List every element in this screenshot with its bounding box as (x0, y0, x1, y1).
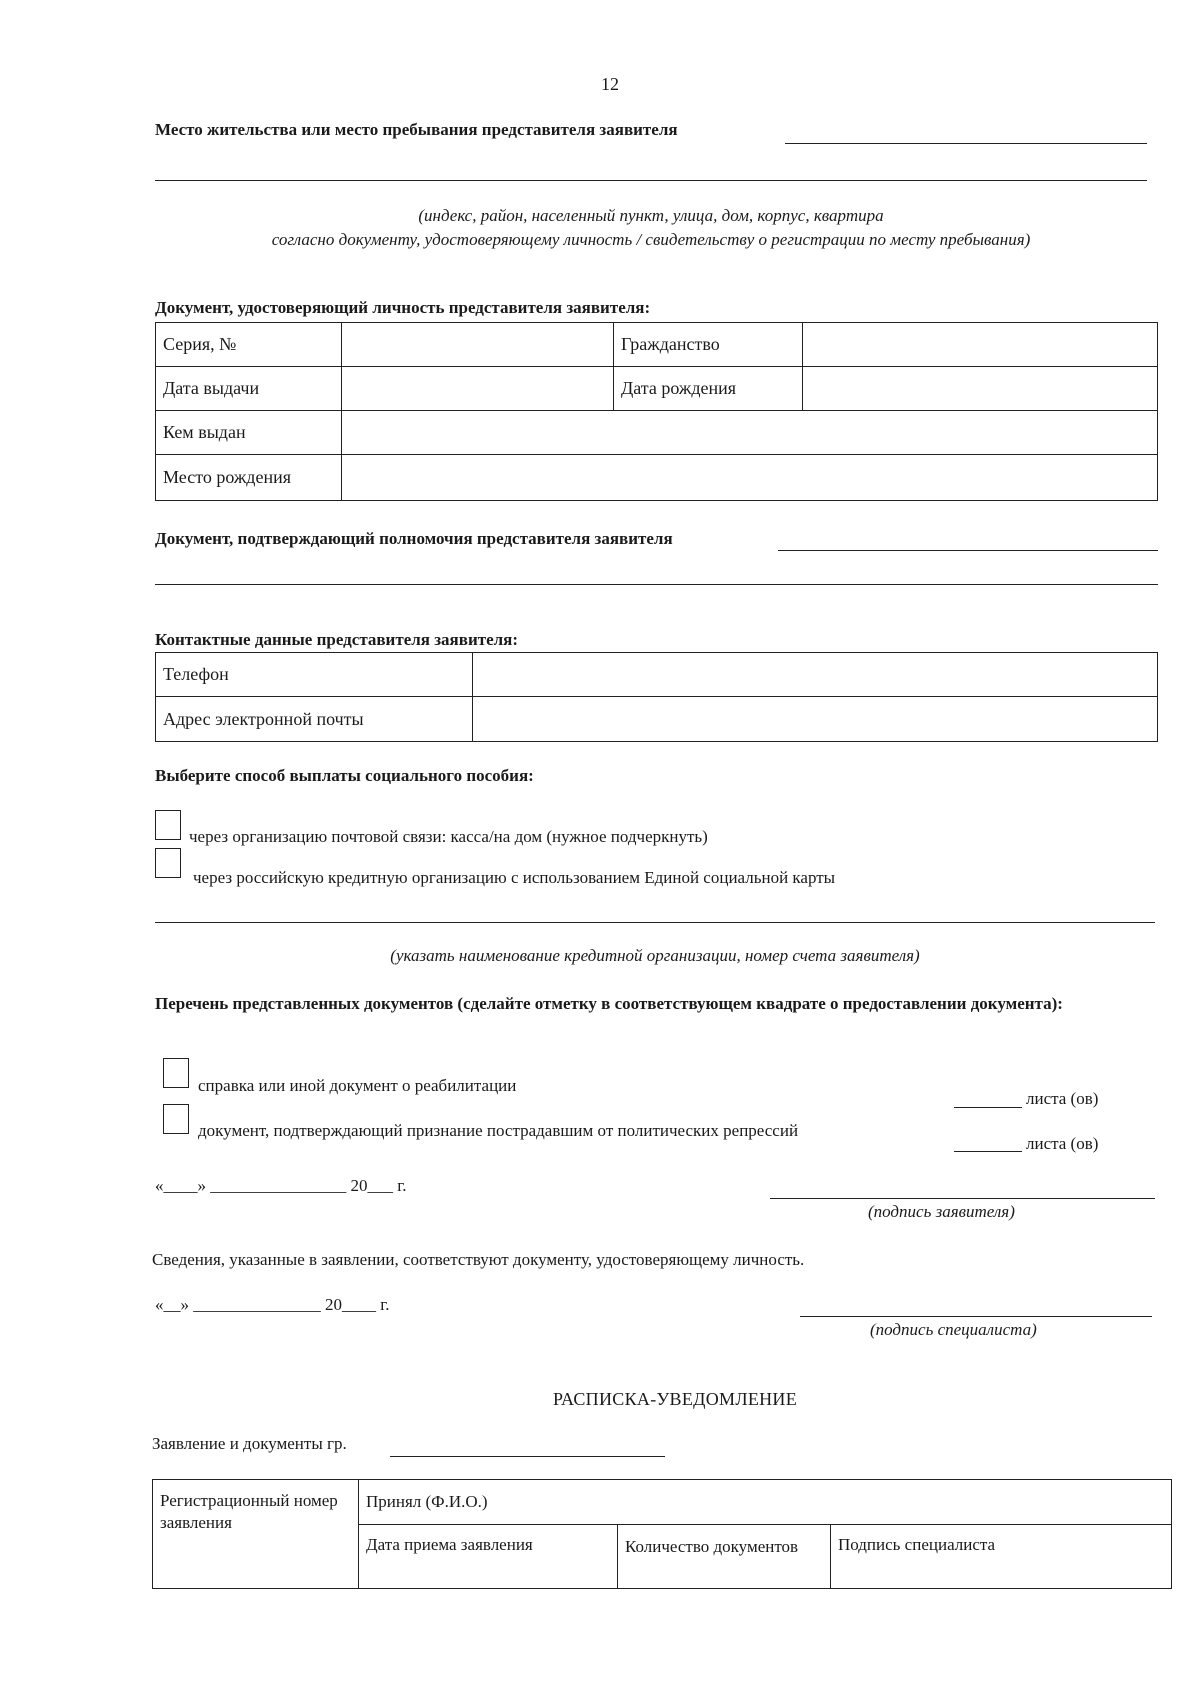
authority-document-field-line2[interactable] (155, 584, 1158, 585)
doc2-checkbox[interactable] (163, 1104, 189, 1134)
citizenship-field[interactable] (803, 323, 1158, 367)
applicant-date[interactable]: «____» ________________ 20___ г. (155, 1176, 407, 1195)
specialist-date[interactable]: «__» _______________ 20____ г. (155, 1295, 390, 1314)
specialist-signature-label[interactable]: Подпись специалиста (831, 1525, 1172, 1589)
series-label: Серия, № (156, 323, 342, 367)
accept-date-label[interactable]: Дата приема заявления (359, 1525, 618, 1589)
email-label: Адрес электронной почты (156, 697, 473, 742)
residence-field[interactable] (785, 143, 1147, 144)
birth-place-label: Место рождения (156, 455, 342, 501)
reg-number-label: Регистрационный номер заявления (153, 1480, 359, 1589)
residence-field-line2[interactable] (155, 180, 1147, 181)
contacts-heading: Контактные данные представителя заявителя: (155, 630, 519, 649)
doc2-label: документ, подтверждающий признание пострадавшим от политических репрессий (198, 1121, 799, 1140)
receipt-title: РАСПИСКА-УВЕДОМЛЕНИЕ (552, 1389, 798, 1409)
receipt-name-field[interactable] (390, 1456, 665, 1457)
birth-date-label: Дата рождения (614, 367, 803, 411)
authority-document-field[interactable] (778, 550, 1158, 551)
authority-document-label: Документ, подтверждающий полномочия представителя заявителя (155, 529, 673, 548)
phone-field[interactable] (473, 653, 1158, 697)
id-document-table (155, 322, 1158, 501)
payment-heading: Выберите способ выплаты социального пособия: (155, 766, 534, 785)
doc2-sheets-field[interactable] (954, 1151, 1022, 1152)
bank-details-hint: (указать наименование кредитной организации, номер счета заявителя) (390, 946, 920, 965)
doc-count-label[interactable]: Количество документов (618, 1525, 831, 1589)
payment-post-label: через организацию почтовой связи: касса/на дом (нужное подчеркнуть) (189, 827, 708, 846)
contacts-table (155, 652, 1158, 742)
doc1-label: справка или иной документ о реабилитации (198, 1076, 517, 1095)
residence-hint-1: (индекс, район, населенный пункт, улица, дом, корпус, квартира (418, 206, 884, 225)
accepted-by-label[interactable]: Принял (Ф.И.О.) (359, 1480, 1172, 1525)
issue-date-label: Дата выдачи (156, 367, 342, 411)
residence-label: Место жительства или место пребывания представителя заявителя (155, 120, 678, 139)
issued-by-label: Кем выдан (156, 411, 342, 455)
applicant-signature-caption: (подпись заявителя) (868, 1202, 1015, 1221)
phone-label: Телефон (156, 653, 473, 697)
birth-place-field[interactable] (342, 455, 1158, 501)
payment-post-checkbox[interactable] (155, 810, 181, 840)
id-document-heading: Документ, удостоверяющий личность представителя заявителя: (155, 298, 651, 317)
bank-details-field[interactable] (155, 922, 1155, 923)
receipt-table (152, 1479, 1172, 1589)
issued-by-field[interactable] (342, 411, 1158, 455)
applicant-signature-field[interactable] (770, 1198, 1155, 1199)
receipt-line-label: Заявление и документы гр. (152, 1434, 347, 1453)
doc1-sheets-field[interactable] (954, 1107, 1022, 1108)
payment-bank-checkbox[interactable] (155, 848, 181, 878)
payment-bank-label: через российскую кредитную организацию с использованием Единой социальной карты (193, 868, 836, 887)
verification-text: Сведения, указанные в заявлении, соответствуют документу, удостоверяющему личность. (152, 1250, 805, 1269)
doc2-sheets-label: листа (ов) (1026, 1134, 1099, 1153)
series-field[interactable] (342, 323, 614, 367)
issue-date-field[interactable] (342, 367, 614, 411)
doc1-sheets-label: листа (ов) (1026, 1089, 1099, 1108)
page-number: 12 (601, 74, 619, 94)
email-field[interactable] (473, 697, 1158, 742)
specialist-signature-field[interactable] (800, 1316, 1152, 1317)
citizenship-label: Гражданство (614, 323, 803, 367)
birth-date-field[interactable] (803, 367, 1158, 411)
residence-hint-2: согласно документу, удостоверяющему личность / свидетельству о регистрации по месту пребывания) (271, 230, 1031, 249)
documents-heading: Перечень представленных документов (сделайте отметку в соответствующем квадрате о предоставлении документа): (155, 994, 1063, 1013)
doc1-checkbox[interactable] (163, 1058, 189, 1088)
specialist-signature-caption: (подпись специалиста) (870, 1320, 1037, 1339)
